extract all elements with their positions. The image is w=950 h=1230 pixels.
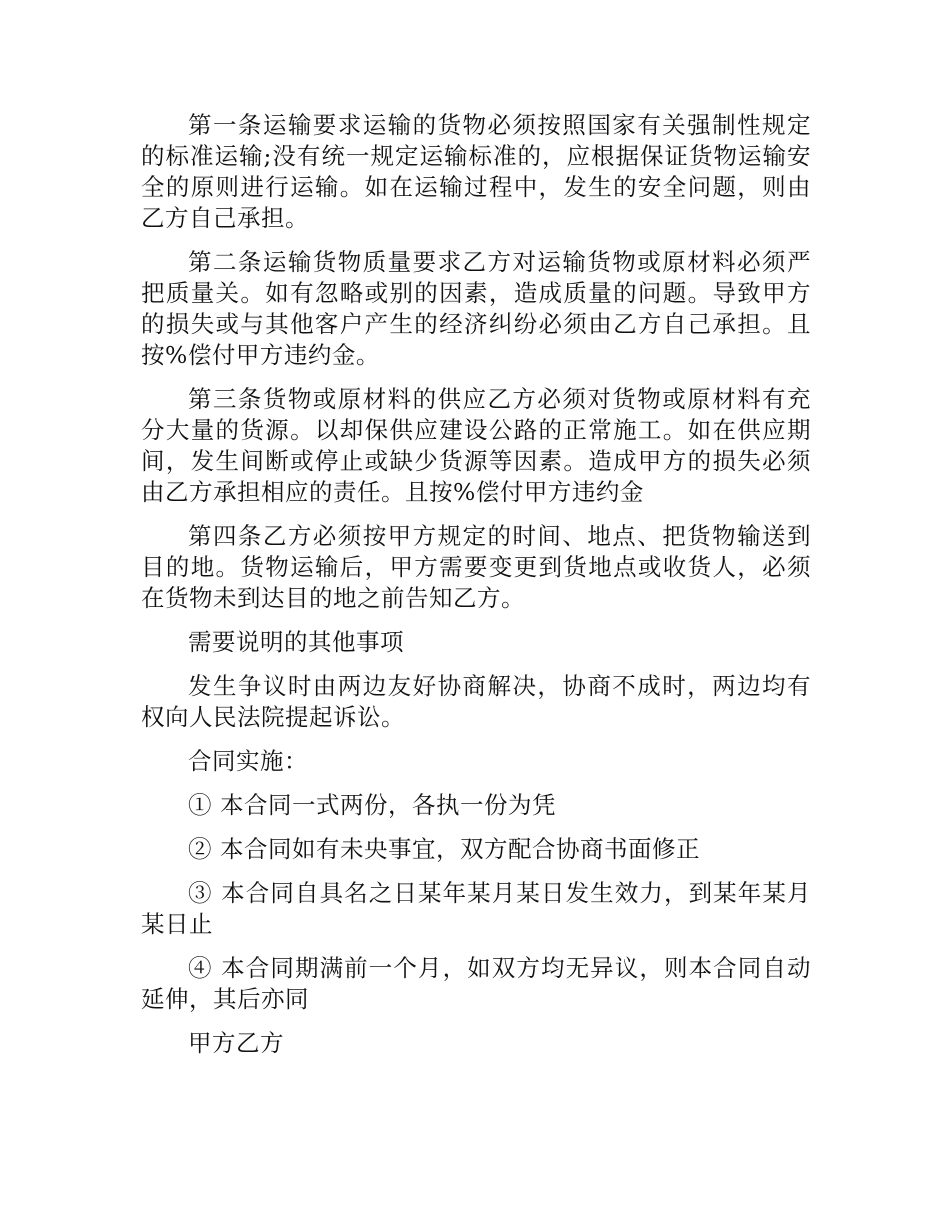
other-matters-heading: 需要说明的其他事项 bbox=[188, 628, 404, 656]
implementation-item-1: ① 本合同一式两份，各执一份为凭 bbox=[188, 791, 556, 819]
implementation-item-4: ④ 本合同期满前一个月，如双方均无异议，则本合同自动延伸，其后亦同 bbox=[141, 954, 811, 1013]
signature-line: 甲方乙方 bbox=[188, 1029, 284, 1057]
implementation-heading: 合同实施： bbox=[188, 747, 308, 775]
clause-3-paragraph: 第三条货物或原材料的供应乙方必须对货物或原材料有充分大量的货源。以却保供应建设公路的正常施工。如在供应期间，发生间断或停止或缺少货源等因素。造成甲方的损失必须由乙方承担相应的责任。且按%偿付甲方违约金 bbox=[141, 385, 811, 506]
implementation-item-2: ② 本合同如有未央事宜，双方配合协商书面修正 bbox=[188, 835, 700, 863]
dispute-paragraph: 发生争议时由两边友好协商解决，协商不成时，两边均有权向人民法院提起诉讼。 bbox=[141, 672, 811, 731]
document-body bbox=[141, 110, 811, 1072]
clause-2-paragraph: 第二条运输货物质量要求乙方对运输货物或原材料必须严把质量关。如有忽略或别的因素，造成质量的问题。导致甲方的损失或与其他客户产生的经济纠纷必须由乙方自己承担。且按%偿付甲方违约金。 bbox=[141, 248, 811, 369]
clause-4-paragraph: 第四条乙方必须按甲方规定的时间、地点、把货物输送到目的地。货物运输后，甲方需要变更到货地点或收货人，必须在货物未到达目的地之前告知乙方。 bbox=[141, 522, 811, 612]
clause-1-paragraph: 第一条运输要求运输的货物必须按照国家有关强制性规定的标准运输;没有统一规定运输标准的，应根据保证货物运输安全的原则进行运输。如在运输过程中，发生的安全问题，则由乙方自己承担。 bbox=[141, 111, 811, 232]
implementation-item-3: ③ 本合同自具名之日某年某月某日发生效力，到某年某月某日止 bbox=[141, 879, 811, 938]
